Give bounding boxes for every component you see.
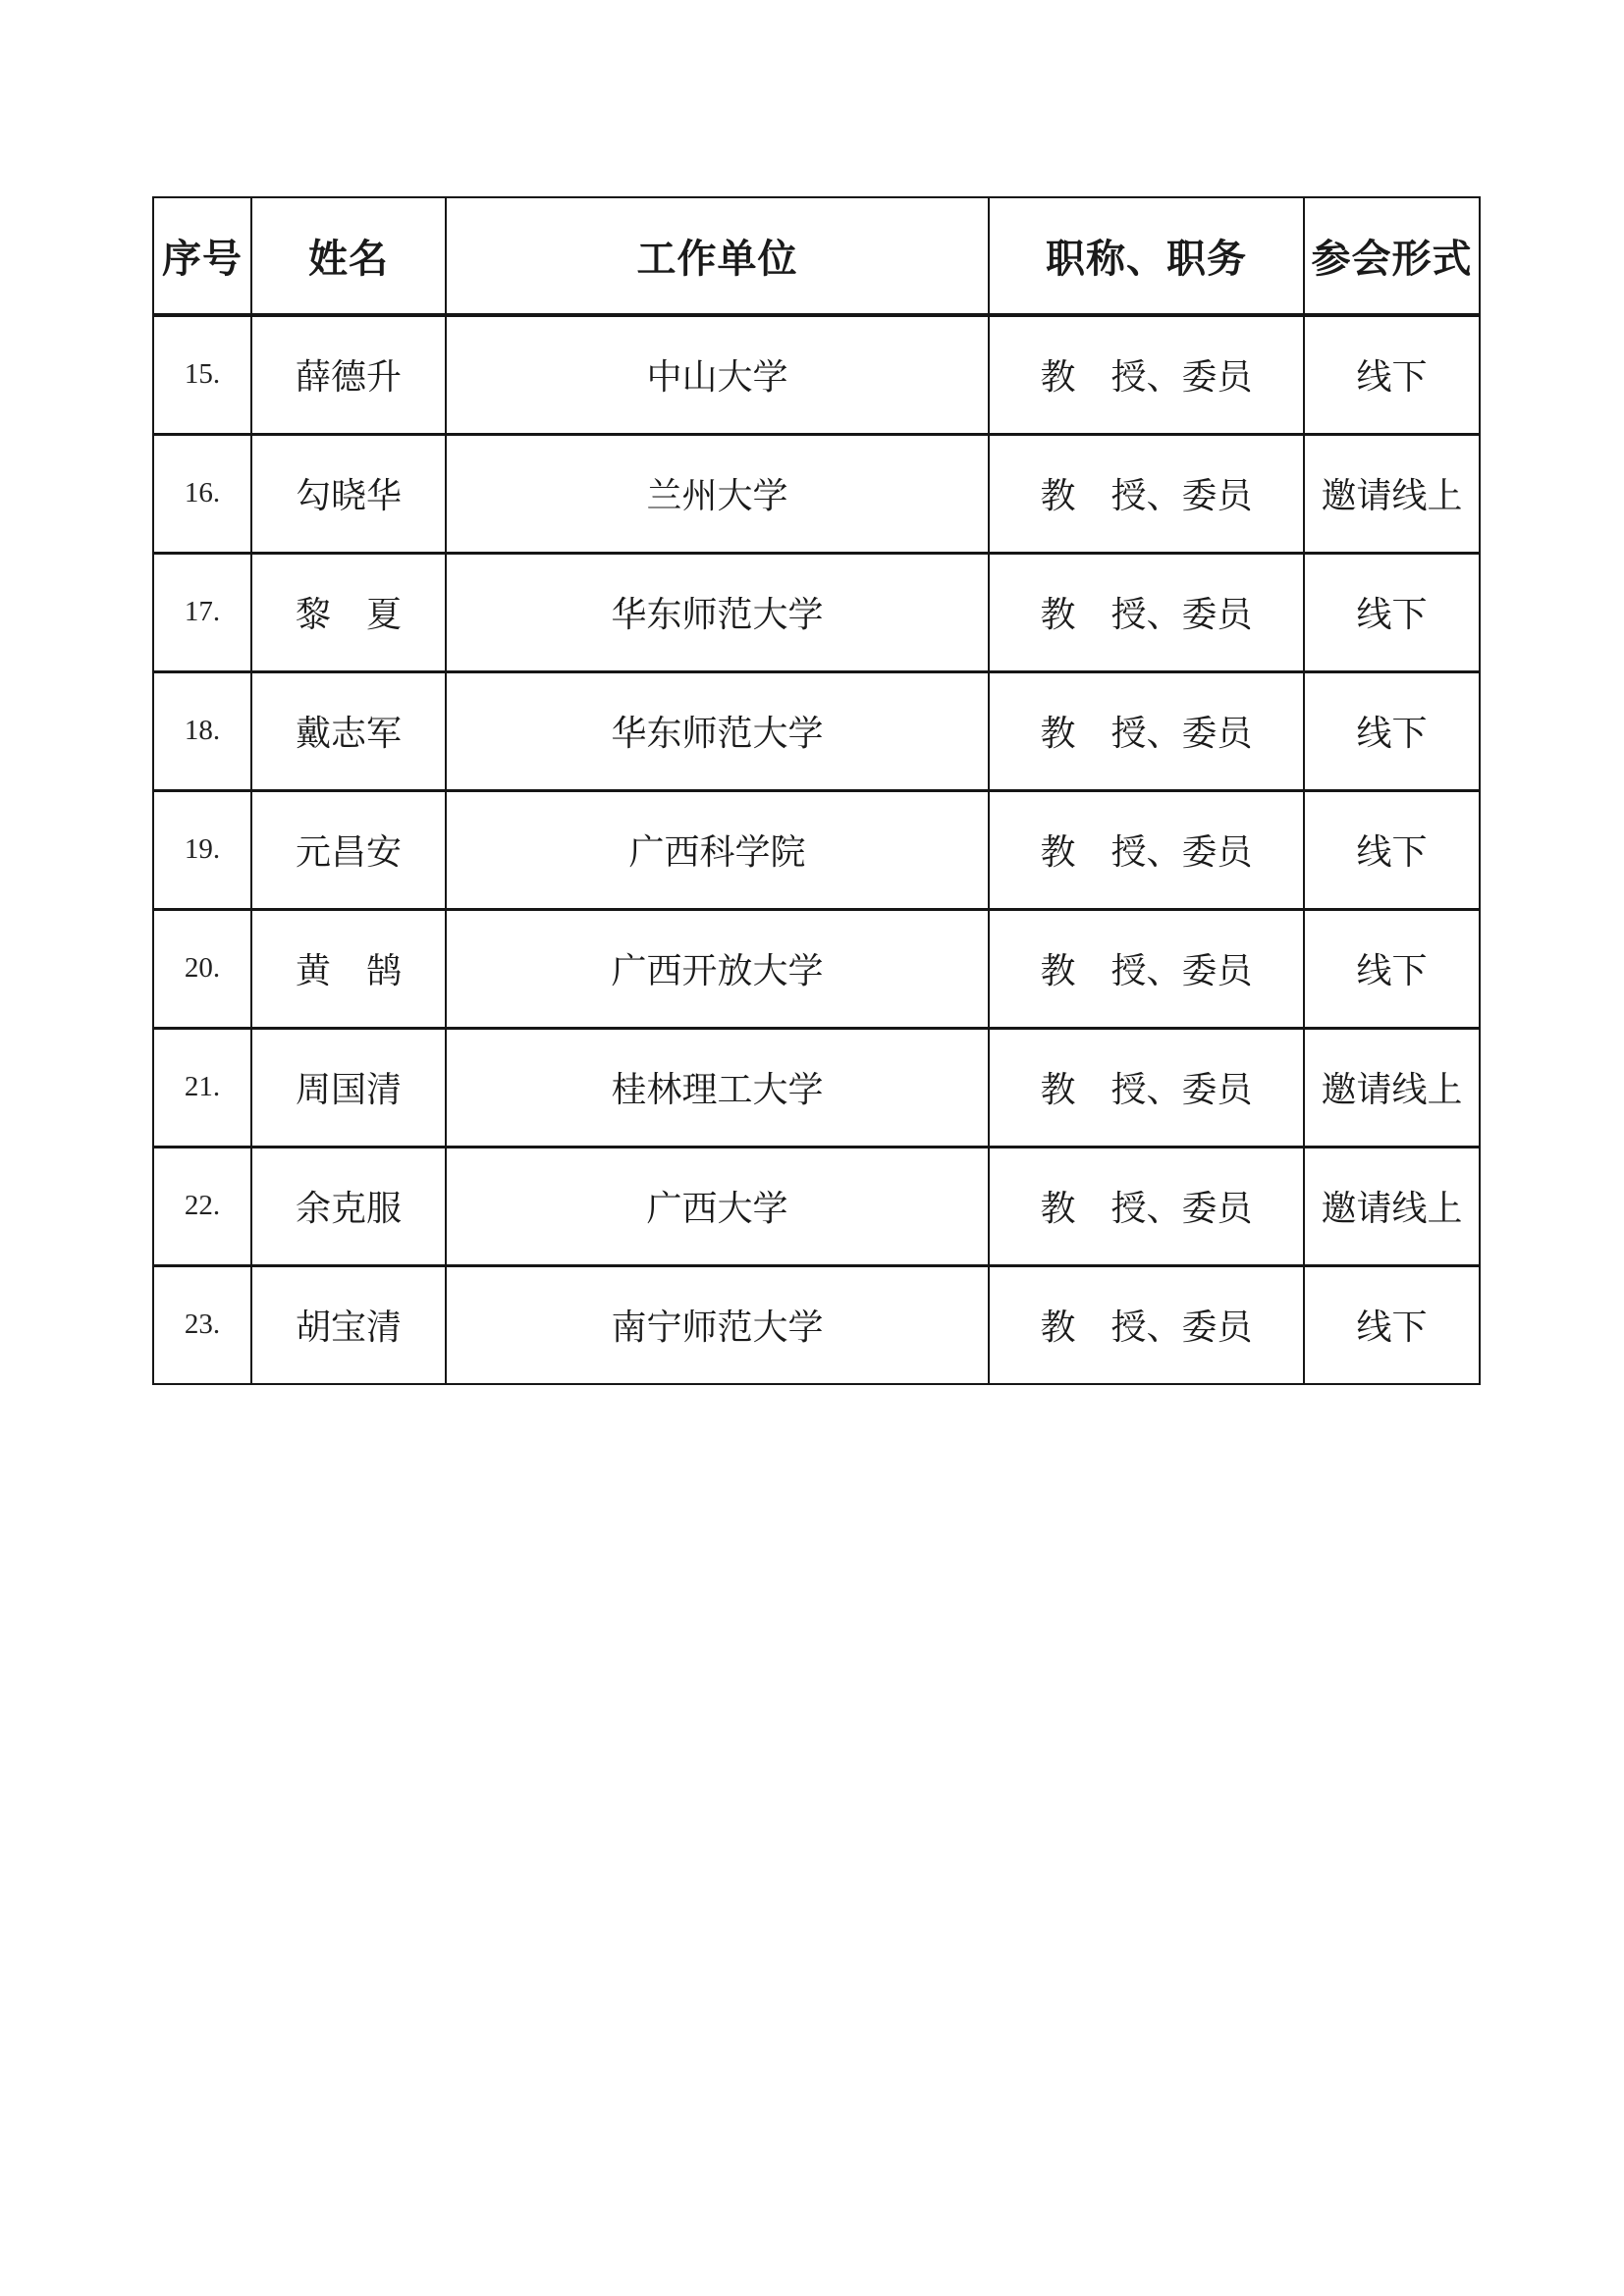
cell-name: 黄 鹄 xyxy=(251,909,446,1028)
cell-organization: 广西开放大学 xyxy=(446,909,989,1028)
cell-name: 元昌安 xyxy=(251,790,446,909)
cell-organization: 兰州大学 xyxy=(446,434,989,553)
cell-name: 胡宝清 xyxy=(251,1265,446,1384)
cell-name: 周国清 xyxy=(251,1028,446,1147)
cell-organization: 广西科学院 xyxy=(446,790,989,909)
table-row xyxy=(153,315,1480,434)
cell-no: 16. xyxy=(153,434,251,553)
cell-no: 18. xyxy=(153,671,251,790)
cell-organization: 南宁师范大学 xyxy=(446,1265,989,1384)
table-row xyxy=(153,1265,1480,1384)
cell-no: 21. xyxy=(153,1028,251,1147)
table-row xyxy=(153,434,1480,553)
cell-no: 23. xyxy=(153,1265,251,1384)
cell-title: 教 授、委员 xyxy=(989,553,1304,671)
cell-no: 22. xyxy=(153,1147,251,1265)
cell-organization: 广西大学 xyxy=(446,1147,989,1265)
col-header-no: 序号 xyxy=(153,197,251,315)
cell-title: 教 授、委员 xyxy=(989,315,1304,434)
participants-table xyxy=(152,196,1481,1385)
table-row xyxy=(153,671,1480,790)
cell-attendance: 线下 xyxy=(1304,1265,1480,1384)
cell-name: 薛德升 xyxy=(251,315,446,434)
cell-name: 余克服 xyxy=(251,1147,446,1265)
table-header-row xyxy=(153,197,1480,315)
cell-title: 教 授、委员 xyxy=(989,790,1304,909)
cell-name: 黎 夏 xyxy=(251,553,446,671)
col-header-title: 职称、职务 xyxy=(989,197,1304,315)
cell-attendance: 邀请线上 xyxy=(1304,1028,1480,1147)
cell-title: 教 授、委员 xyxy=(989,1265,1304,1384)
cell-attendance: 线下 xyxy=(1304,315,1480,434)
cell-title: 教 授、委员 xyxy=(989,671,1304,790)
cell-title: 教 授、委员 xyxy=(989,909,1304,1028)
table-row xyxy=(153,1028,1480,1147)
table-row xyxy=(153,909,1480,1028)
table-row xyxy=(153,790,1480,909)
cell-attendance: 线下 xyxy=(1304,909,1480,1028)
col-header-organization: 工作单位 xyxy=(446,197,989,315)
col-header-attendance: 参会形式 xyxy=(1304,197,1480,315)
cell-title: 教 授、委员 xyxy=(989,1028,1304,1147)
cell-attendance: 线下 xyxy=(1304,553,1480,671)
cell-no: 17. xyxy=(153,553,251,671)
cell-organization: 华东师范大学 xyxy=(446,671,989,790)
cell-no: 20. xyxy=(153,909,251,1028)
col-header-name: 姓名 xyxy=(251,197,446,315)
cell-attendance: 线下 xyxy=(1304,671,1480,790)
cell-title: 教 授、委员 xyxy=(989,434,1304,553)
cell-organization: 华东师范大学 xyxy=(446,553,989,671)
cell-attendance: 邀请线上 xyxy=(1304,1147,1480,1265)
cell-attendance: 邀请线上 xyxy=(1304,434,1480,553)
cell-name: 戴志军 xyxy=(251,671,446,790)
cell-no: 19. xyxy=(153,790,251,909)
cell-name: 勾晓华 xyxy=(251,434,446,553)
cell-attendance: 线下 xyxy=(1304,790,1480,909)
cell-no: 15. xyxy=(153,315,251,434)
cell-organization: 桂林理工大学 xyxy=(446,1028,989,1147)
table-row xyxy=(153,1147,1480,1265)
table-row xyxy=(153,553,1480,671)
cell-title: 教 授、委员 xyxy=(989,1147,1304,1265)
cell-organization: 中山大学 xyxy=(446,315,989,434)
